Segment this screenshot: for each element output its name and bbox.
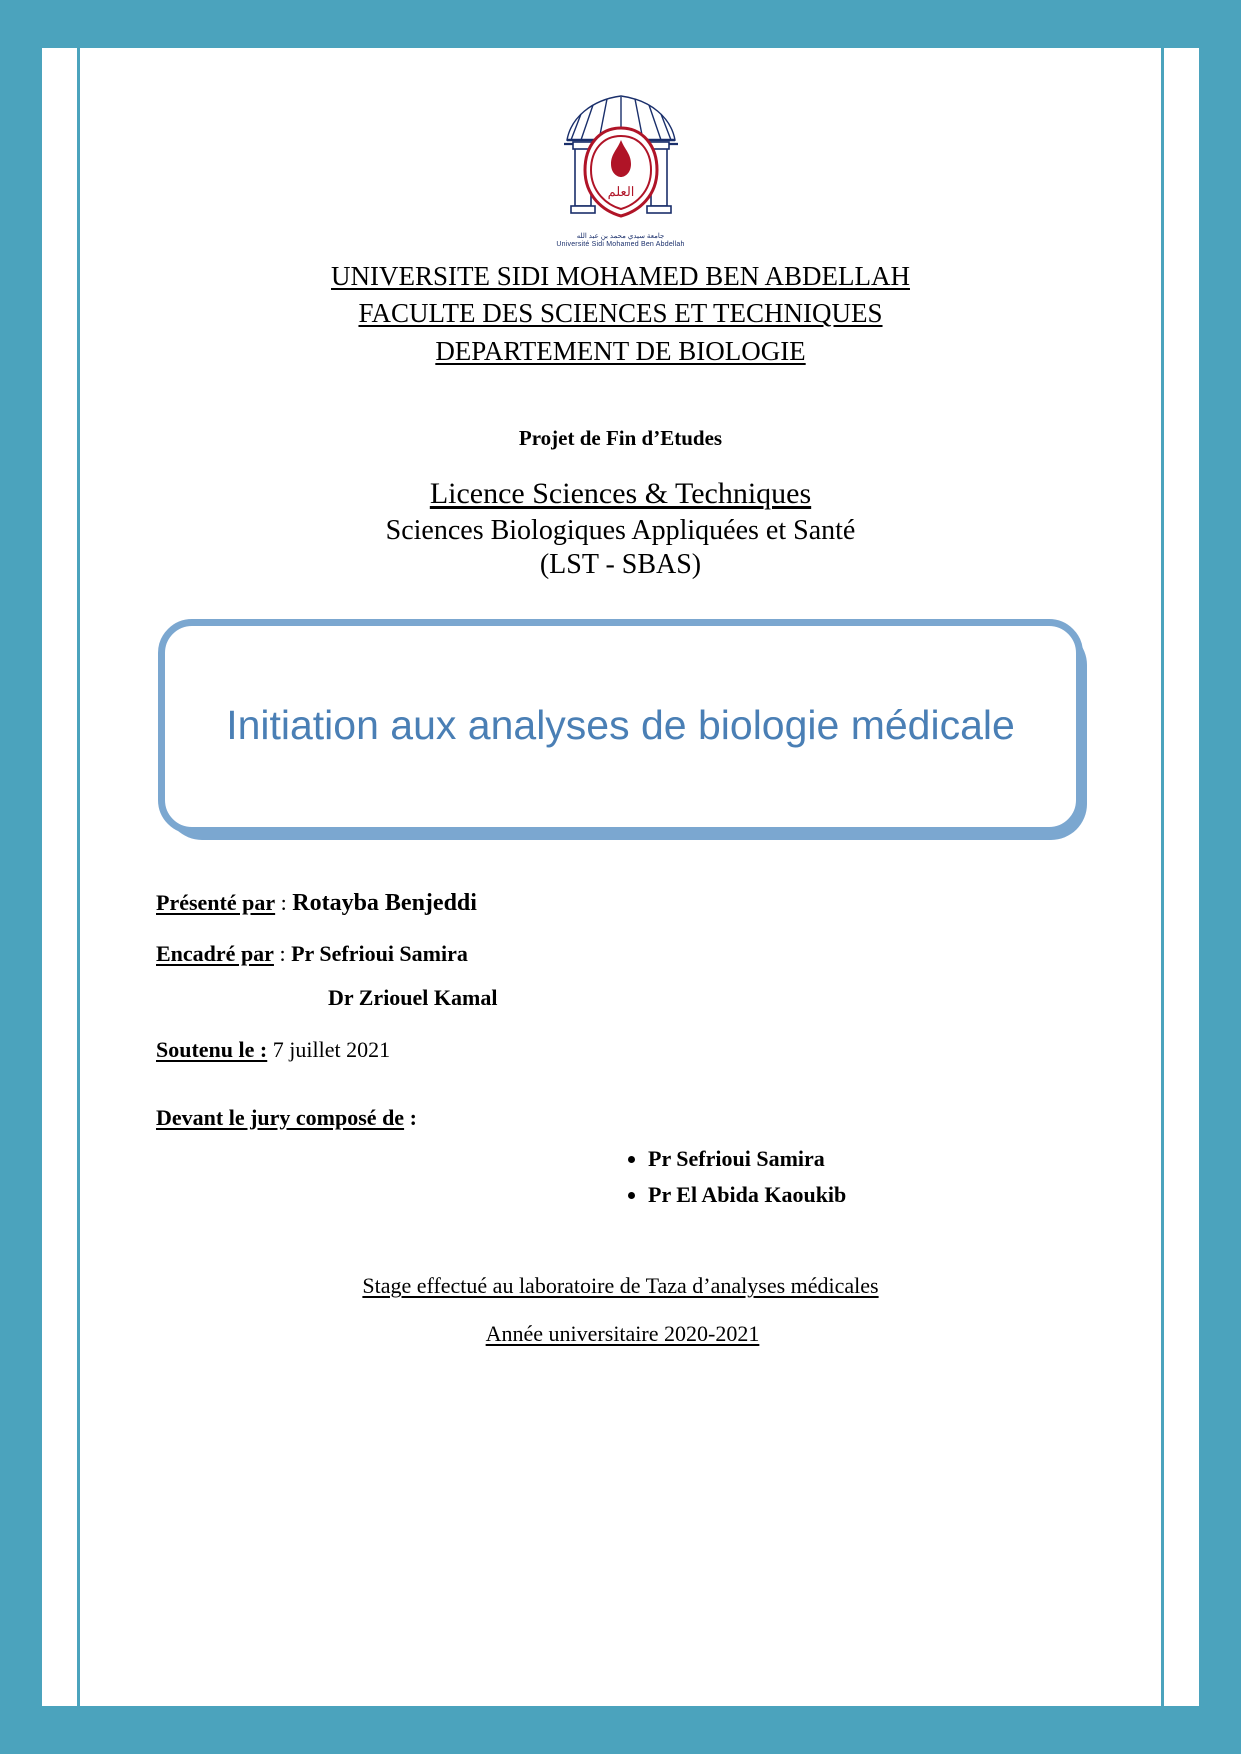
degree-line-1: Licence Sciences & Techniques <box>429 476 812 510</box>
border-band-top <box>0 0 1241 48</box>
jury-list <box>156 1141 1093 1214</box>
academic-year: Année universitaire 2020-2021 <box>485 1321 760 1347</box>
defense-date-label: Soutenu le : <box>156 1036 268 1062</box>
university-crest-logo <box>547 78 695 231</box>
jury-heading-row <box>156 1105 1093 1131</box>
jury-separator: : <box>404 1104 417 1130</box>
supervised-by-separator: : <box>273 940 292 966</box>
supervised-by-row <box>156 941 1093 967</box>
degree-block <box>148 477 1093 581</box>
defense-date-row <box>156 1037 1093 1063</box>
logo-caption-arabic: جامعة سيدي محمد بن عبد الله <box>576 233 665 240</box>
details-block <box>148 890 1093 1214</box>
university-heading <box>148 258 1093 370</box>
project-type: Projet de Fin d’Etudes <box>518 425 723 450</box>
title-box-frame <box>158 619 1083 834</box>
degree-line-3: (LST - SBAS) <box>539 548 702 580</box>
list-item: • Pr El Abida Kaoukib <box>648 1177 1093 1213</box>
supervised-by-value: Pr Sefrioui Samira <box>291 940 468 966</box>
logo-caption-latin: Université Sidi Mohamed Ben Abdellah <box>556 241 685 248</box>
university-name: UNIVERSITE SIDI MOHAMED BEN ABDELLAH <box>331 261 910 291</box>
presented-by-value: Rotayba Benjeddi <box>292 889 477 916</box>
degree-line-2: Sciences Biologiques Appliquées et Santé <box>385 514 856 546</box>
supervised-by-value-2: Dr Zriouel Kamal <box>328 984 498 1010</box>
supervised-by-label: Encadré par <box>156 940 274 966</box>
cover-content <box>80 48 1161 1706</box>
faculty-name: FACULTE DES SCIENCES ET TECHNIQUES <box>358 298 883 329</box>
department-name: DEPARTEMENT DE BIOLOGIE <box>435 335 806 366</box>
presented-by-row <box>156 890 1093 917</box>
presented-by-separator: : <box>275 889 293 915</box>
border-band-right <box>1199 0 1241 1754</box>
defense-date-value: 7 juillet 2021 <box>267 1036 391 1062</box>
border-band-bottom <box>0 1706 1241 1754</box>
presented-by-label: Présenté par <box>156 889 276 915</box>
border-gap-right <box>1164 48 1199 1706</box>
list-item: • Pr Sefrioui Samira <box>648 1141 1093 1177</box>
jury-label: Devant le jury composé de <box>156 1104 405 1130</box>
logo-area <box>148 48 1093 248</box>
border-rule-right <box>1161 48 1164 1706</box>
page-title: Initiation aux analyses de biologie médicale <box>226 702 1015 749</box>
border-gap-left <box>42 48 77 1706</box>
border-band-left <box>0 0 42 1754</box>
thesis-title-box <box>158 619 1083 834</box>
footer-block <box>148 1273 1093 1347</box>
svg-text:العلم: العلم <box>607 184 634 199</box>
internship-note: Stage effectué au laboratoire de Taza d’analyses médicales <box>362 1273 879 1299</box>
